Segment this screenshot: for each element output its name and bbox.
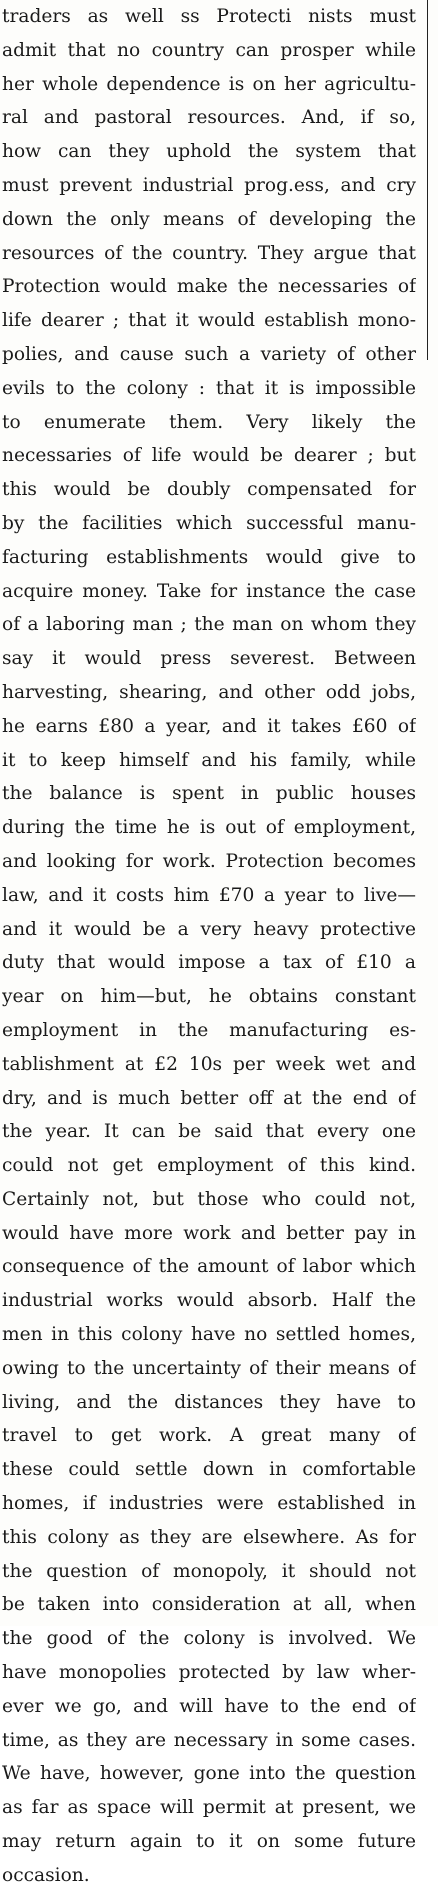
text-line: say it would press severest. Between (2, 648, 416, 670)
text-line: resources of the country. They argue that (2, 242, 416, 264)
text-line: this colony as they are elsewhere. As for (2, 1526, 416, 1548)
text-line: the year. It can be said that every one (2, 1121, 416, 1143)
text-line: her whole dependence is on her agricultu- (2, 73, 416, 95)
text-line: living, and the distances they have to (2, 1391, 416, 1413)
text-line: men in this colony have no settled homes, (2, 1324, 416, 1346)
text-line: law, and it costs him £70 a year to live— (2, 884, 416, 906)
text-line: be taken into consideration at all, when (2, 1594, 416, 1616)
text-line: must prevent industrial prog.ess, and cry (2, 174, 416, 196)
text-line: harvesting, shearing, and other odd jobs, (2, 681, 416, 703)
text-line: as far as space will permit at present, we (2, 1797, 416, 1819)
text-line: necessaries of life would be dearer ; but (2, 445, 416, 467)
text-line: the balance is spent in public houses (2, 783, 416, 805)
text-line: year on him—but, he obtains constant (2, 986, 416, 1008)
text-line: and it would be a very heavy protective (2, 918, 416, 940)
text-line: and looking for work. Protection becomes (2, 850, 416, 872)
text-line: how can they uphold the system that (2, 141, 416, 163)
text-line: Protection would make the necessaries of (2, 276, 416, 298)
text-line: travel to get work. A great many of (2, 1425, 416, 1447)
text-line: occasion. (2, 1864, 90, 1886)
text-line: acquire money. Take for instance the case (2, 580, 416, 602)
text-line: time, as they are necessary in some cases. (2, 1729, 416, 1751)
text-line: duty that would impose a tax of £10 a (2, 952, 416, 974)
text-line: these could settle down in comfortable (2, 1459, 416, 1481)
text-line: have monopolies protected by law wher- (2, 1662, 416, 1684)
text-line: polies, and cause such a variety of other (2, 343, 416, 365)
text-line: this would be doubly compensated for (2, 479, 416, 501)
text-line: down the only means of developing the (2, 208, 416, 230)
text-line: evils to the colony : that it is impossible (2, 377, 416, 399)
column-rule (427, 0, 428, 360)
text-line: to enumerate them. Very likely the (2, 411, 416, 433)
text-line: traders as well ss Protecti nists must (2, 6, 416, 27)
text-line: employment in the manufacturing es- (2, 1019, 416, 1041)
text-line: he earns £80 a year, and it takes £60 of (2, 715, 416, 737)
text-line: the good of the colony is involved. We (2, 1628, 416, 1650)
text-line: Certainly not, but those who could not, (2, 1188, 416, 1210)
text-line: industrial works would absorb. Half the (2, 1290, 416, 1312)
text-line: ever we go, and will have to the end of (2, 1695, 416, 1717)
text-line: facturing establishments would give to (2, 546, 416, 568)
text-line: by the facilities which successful manu- (2, 512, 416, 534)
text-line: the question of monopoly, it should not (2, 1560, 416, 1582)
text-line: consequence of the amount of labor which (2, 1256, 416, 1278)
text-line: admit that no country can prosper while (2, 39, 416, 61)
text-line: life dearer ; that it would establish mono- (2, 310, 416, 332)
text-line: homes, if industries were established in (2, 1493, 416, 1515)
text-line: could not get employment of this kind. (2, 1155, 416, 1177)
text-line: during the time he is out of employment, (2, 817, 416, 839)
text-line: of a laboring man ; the man on whom they (2, 614, 416, 636)
article-column (2, 0, 416, 1893)
text-line: would have more work and better pay in (2, 1222, 416, 1244)
text-line: may return again to it on some future (2, 1831, 416, 1853)
text-line: owing to the uncertainty of their means of (2, 1357, 416, 1379)
text-line: dry, and is much better off at the end of (2, 1087, 416, 1109)
text-line: We have, however, gone into the question (2, 1763, 416, 1785)
text-line: ral and pastoral resources. And, if so, (2, 107, 416, 129)
text-line: tablishment at £2 10s per week wet and (2, 1053, 416, 1075)
text-line: it to keep himself and his family, while (2, 749, 416, 771)
